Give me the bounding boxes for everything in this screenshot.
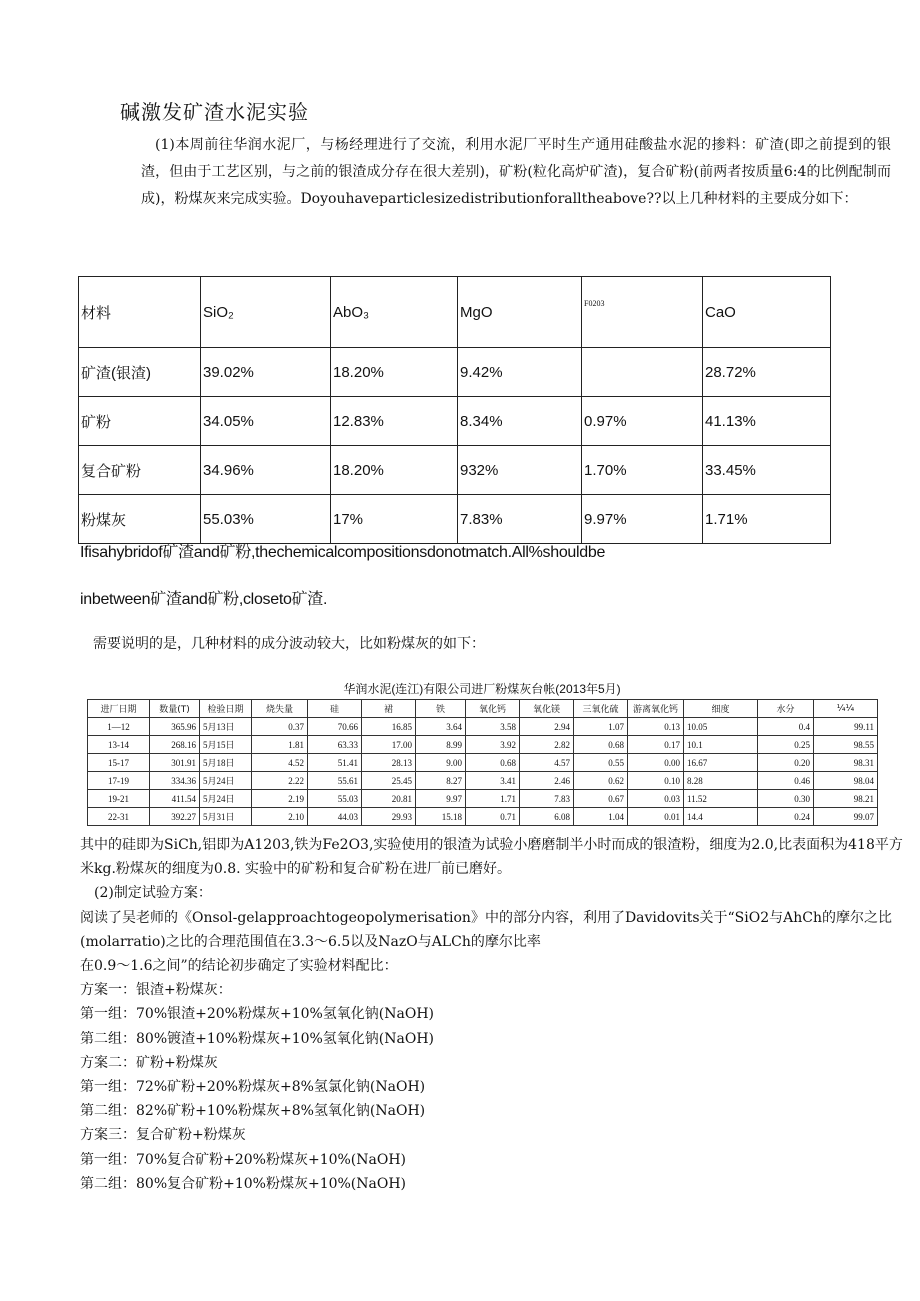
ledger-cell: 2.82 — [520, 736, 574, 754]
ledger-cell: 70.66 — [308, 718, 362, 736]
ledger-cell: 2.46 — [520, 772, 574, 790]
ledger-cell: 9.00 — [416, 754, 466, 772]
ledger-cell: 99.07 — [814, 808, 878, 826]
ledger-header-cell: 裙 — [362, 700, 416, 718]
ledger-title: 华润水泥(连江)有限公司进厂粉煤灰台帐(2013年5月) — [343, 682, 621, 696]
ledger-cell: 15.18 — [416, 808, 466, 826]
body-line: 第一组：70%银渣+20%粉煤灰+10%氢氧化钠(NaOH) — [80, 1006, 435, 1023]
ledger-row — [88, 808, 878, 826]
table-header-cell: 材料 — [79, 277, 201, 348]
table-cell: 39.02% — [201, 348, 331, 397]
ledger-cell: 10.05 — [684, 718, 758, 736]
variation-note: 需要说明的是，几种材料的成分波动较大，比如粉煤灰的如下： — [93, 636, 485, 652]
ledger-cell: 28.13 — [362, 754, 416, 772]
ledger-cell: 8.27 — [416, 772, 466, 790]
body-line: 在0.9～1.6之间”的结论初步确定了实验材料配比： — [80, 958, 398, 975]
ledger-cell: 15-17 — [88, 754, 150, 772]
table-row — [79, 397, 831, 446]
table-header-cell: F0203 — [582, 277, 703, 348]
ledger-cell: 0.37 — [252, 718, 308, 736]
ledger-header-cell: 游离氧化钙 — [628, 700, 684, 718]
ledger-header-cell: 三氧化硫 — [574, 700, 628, 718]
table-cell: 18.20% — [331, 446, 458, 495]
ledger-row — [88, 718, 878, 736]
ledger-cell: 51.41 — [308, 754, 362, 772]
table-cell: 12.83% — [331, 397, 458, 446]
table-cell: 17% — [331, 495, 458, 544]
table-cell: 1.71% — [703, 495, 831, 544]
table-cell: 粉煤灰 — [79, 495, 201, 544]
body-line: 方案三：复合矿粉+粉煤灰 — [80, 1127, 246, 1144]
table-row — [79, 495, 831, 544]
ledger-cell: 3.64 — [416, 718, 466, 736]
ledger-cell: 55.61 — [308, 772, 362, 790]
ledger-cell: 1.07 — [574, 718, 628, 736]
ledger-cell: 7.83 — [520, 790, 574, 808]
ledger-cell: 98.31 — [814, 754, 878, 772]
body-line: 阅读了吴老师的《Onsol-gelapproachtogeopolymerisation》中的部分内容，利用了Davidovits关于“SiO2与AhCh的摩尔之比(molarratio)之比的合理范围值在3.3～6.5以及NazO与ALCh的摩尔比率 — [80, 909, 892, 950]
ledger-cell: 0.68 — [574, 736, 628, 754]
ledger-cell: 3.92 — [466, 736, 520, 754]
ledger-header-cell: 检验日期 — [200, 700, 252, 718]
ledger-cell: 0.20 — [758, 754, 814, 772]
body-line: 方案二：矿粉+粉煤灰 — [80, 1054, 218, 1071]
ledger-cell: 2.19 — [252, 790, 308, 808]
ledger-cell: 98.21 — [814, 790, 878, 808]
ledger-cell: 5月13日 — [200, 718, 252, 736]
body-line: 第二组：80%复合矿粉+10%粉煤灰+10%(NaOH) — [80, 1175, 407, 1192]
ledger-cell: 14.4 — [684, 808, 758, 826]
ledger-cell: 268.16 — [150, 736, 200, 754]
ledger-cell: 334.36 — [150, 772, 200, 790]
ledger-cell: 9.97 — [416, 790, 466, 808]
fly-ash-ledger-table — [87, 699, 878, 826]
ledger-cell: 5月24日 — [200, 790, 252, 808]
ledger-cell: 0.01 — [628, 808, 684, 826]
table-cell: 932% — [458, 446, 582, 495]
body-line: 第二组：82%矿粉+10%粉煤灰+8%氢氧化钠(NaOH) — [80, 1103, 426, 1120]
ledger-cell: 0.17 — [628, 736, 684, 754]
ledger-cell: 98.04 — [814, 772, 878, 790]
ledger-cell: 0.55 — [574, 754, 628, 772]
ledger-cell: 0.00 — [628, 754, 684, 772]
ledger-cell: 1.04 — [574, 808, 628, 826]
table-cell: 0.97% — [582, 397, 703, 446]
ledger-cell: 0.30 — [758, 790, 814, 808]
composition-header-row — [79, 277, 831, 348]
ledger-cell: 19-21 — [88, 790, 150, 808]
table-cell: 34.05% — [201, 397, 331, 446]
ledger-cell: 44.03 — [308, 808, 362, 826]
ledger-header-cell: 氧化钙 — [466, 700, 520, 718]
table-cell — [582, 348, 703, 397]
ledger-cell: 2.10 — [252, 808, 308, 826]
ledger-cell: 55.03 — [308, 790, 362, 808]
body-line: (2)制定试验方案： — [94, 885, 212, 902]
table-cell: 7.83% — [458, 495, 582, 544]
ledger-cell: 3.58 — [466, 718, 520, 736]
ledger-cell: 10.1 — [684, 736, 758, 754]
ledger-cell: 392.27 — [150, 808, 200, 826]
ledger-cell: 99.11 — [814, 718, 878, 736]
table-cell: 34.96% — [201, 446, 331, 495]
ledger-cell: 17.00 — [362, 736, 416, 754]
table-header-cell: SiO₂ — [201, 277, 331, 348]
table-header-cell: AbO₃ — [331, 277, 458, 348]
ledger-cell: 0.10 — [628, 772, 684, 790]
ledger-cell: 4.57 — [520, 754, 574, 772]
ledger-cell: 0.62 — [574, 772, 628, 790]
ledger-cell: 3.41 — [466, 772, 520, 790]
ledger-cell: 0.46 — [758, 772, 814, 790]
ledger-cell: 301.91 — [150, 754, 200, 772]
intro-text: (1)本周前往华润水泥厂，与杨经理进行了交流，利用水泥厂平时生产通用硅酸盐水泥的掺料：矿渣(即之前提到的银渣，但由于工艺区别，与之前的银渣成分存在很大差别)，矿粉(粒化高炉矿渣)，复合矿粉(前两者按质量6:4的比例配制而成)，粉煤灰来完成实验。Doyouhaveparticlesizedistributionforalltheabove??以上几种材料的主要成分如下： — [141, 137, 891, 207]
table-cell: 8.34% — [458, 397, 582, 446]
english-note-line-2: inbetween矿渣and矿粉,closeto矿渣. — [80, 591, 328, 608]
intro-paragraph — [141, 132, 891, 213]
document-title: 碱激发矿渣水泥实验 — [120, 100, 309, 124]
ledger-row — [88, 736, 878, 754]
ledger-cell: 2.94 — [520, 718, 574, 736]
ledger-cell: 13-14 — [88, 736, 150, 754]
body-line: 第一组：70%复合矿粉+20%粉煤灰+10%(NaOH) — [80, 1151, 407, 1168]
body-line: 其中的硅即为SiCh,铝即为A1203,铁为Fe2O3,实验使用的银渣为试验小磨磨制半小时而成的银渣粉，细度为2.0,比表面积为418平方米kg.粉煤灰的细度为0.8. 实验中的矿粉和复合矿粉在进厂前已磨好。 — [80, 837, 903, 878]
ledger-header-cell: 铁 — [416, 700, 466, 718]
ledger-cell: 4.52 — [252, 754, 308, 772]
ledger-cell: 2.22 — [252, 772, 308, 790]
ledger-header-cell: 进厂日期 — [88, 700, 150, 718]
table-header-cell: MgO — [458, 277, 582, 348]
table-row — [79, 348, 831, 397]
ledger-cell: 11.52 — [684, 790, 758, 808]
ledger-cell: 411.54 — [150, 790, 200, 808]
table-cell: 1.70% — [582, 446, 703, 495]
ledger-cell: 0.67 — [574, 790, 628, 808]
table-cell: 9.97% — [582, 495, 703, 544]
english-note-line-1: Ifisahybridof矿渣and矿粉,thechemicalcompositionsdonotmatch.All%shouldbe — [80, 544, 606, 561]
ledger-row — [88, 754, 878, 772]
table-cell: 复合矿粉 — [79, 446, 201, 495]
table-cell: 33.45% — [703, 446, 831, 495]
ledger-cell: 0.25 — [758, 736, 814, 754]
ledger-cell: 0.4 — [758, 718, 814, 736]
ledger-cell: 0.13 — [628, 718, 684, 736]
body-line: 第一组：72%矿粉+20%粉煤灰+8%氢氯化钠(NaOH) — [80, 1079, 426, 1096]
ledger-cell: 29.93 — [362, 808, 416, 826]
ledger-cell: 1.81 — [252, 736, 308, 754]
ledger-cell: 5月15日 — [200, 736, 252, 754]
ledger-cell: 365.96 — [150, 718, 200, 736]
ledger-cell: 5月24日 — [200, 772, 252, 790]
table-cell: 18.20% — [331, 348, 458, 397]
table-cell: 矿粉 — [79, 397, 201, 446]
ledger-cell: 20.81 — [362, 790, 416, 808]
ledger-cell: 1—12 — [88, 718, 150, 736]
body-text — [80, 833, 910, 1196]
ledger-row — [88, 772, 878, 790]
composition-table — [78, 276, 831, 544]
ledger-cell: 63.33 — [308, 736, 362, 754]
ledger-cell: 1.71 — [466, 790, 520, 808]
table-cell: 55.03% — [201, 495, 331, 544]
ledger-header-cell: 硅 — [308, 700, 362, 718]
table-cell: 矿渣(银渣) — [79, 348, 201, 397]
table-cell: 28.72% — [703, 348, 831, 397]
ledger-cell: 8.28 — [684, 772, 758, 790]
body-line: 第二组：80%镀渣+10%粉煤灰+10%氢氧化钠(NaOH) — [80, 1030, 435, 1047]
ledger-header-cell: 数量(T) — [150, 700, 200, 718]
ledger-cell: 0.24 — [758, 808, 814, 826]
table-header-cell: CaO — [703, 277, 831, 348]
ledger-header-cell: 细度 — [684, 700, 758, 718]
ledger-header-cell: 氧化镁 — [520, 700, 574, 718]
ledger-cell: 0.68 — [466, 754, 520, 772]
ledger-cell: 5月18日 — [200, 754, 252, 772]
ledger-cell: 5月31日 — [200, 808, 252, 826]
ledger-row — [88, 790, 878, 808]
ledger-cell: 8.99 — [416, 736, 466, 754]
ledger-header-cell: 水分 — [758, 700, 814, 718]
ledger-header-cell: 烧失量 — [252, 700, 308, 718]
ledger-cell: 98.55 — [814, 736, 878, 754]
ledger-cell: 0.03 — [628, 790, 684, 808]
ledger-cell: 25.45 — [362, 772, 416, 790]
ledger-cell: 16.85 — [362, 718, 416, 736]
ledger-cell: 16.67 — [684, 754, 758, 772]
ledger-header-cell: ¼¼ — [814, 700, 878, 718]
table-cell: 9.42% — [458, 348, 582, 397]
ledger-cell: 22-31 — [88, 808, 150, 826]
ledger-cell: 0.71 — [466, 808, 520, 826]
table-cell: 41.13% — [703, 397, 831, 446]
ledger-cell: 6.08 — [520, 808, 574, 826]
ledger-header-row — [88, 700, 878, 718]
ledger-cell: 17-19 — [88, 772, 150, 790]
table-row — [79, 446, 831, 495]
body-line: 方案一：银渣+粉煤灰： — [80, 982, 232, 999]
